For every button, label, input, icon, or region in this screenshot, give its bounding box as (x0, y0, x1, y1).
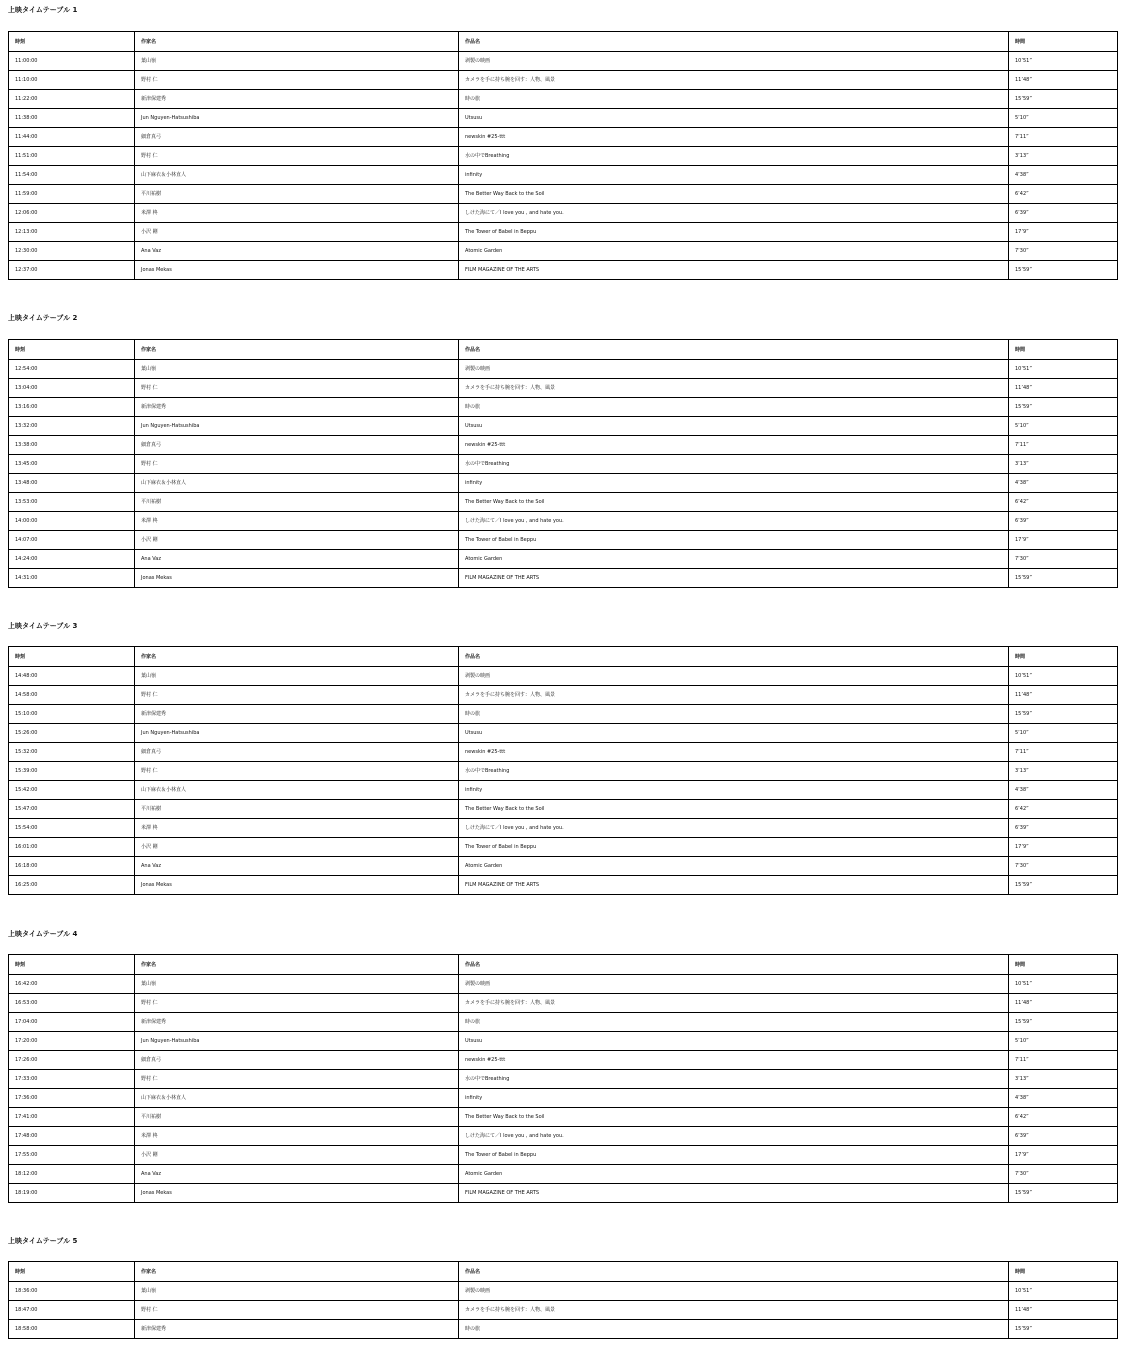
table-row (9, 1146, 1118, 1165)
cell-artist: 野村 仁 (135, 455, 459, 474)
cell-duration: 15’59” (1009, 1320, 1118, 1339)
cell-time: 12:13:00 (9, 223, 135, 242)
table-row (9, 550, 1118, 569)
column-header-time: 時刻 (9, 647, 135, 667)
timetable-table (8, 954, 1118, 1203)
cell-time: 11:59:00 (9, 185, 135, 204)
table-header-row (9, 1262, 1118, 1282)
cell-duration: 6’42” (1009, 185, 1118, 204)
cell-time: 15:10:00 (9, 705, 135, 724)
cell-time: 11:54:00 (9, 166, 135, 185)
column-header-title: 作品名 (459, 647, 1009, 667)
cell-time: 15:47:00 (9, 800, 135, 819)
table-row (9, 379, 1118, 398)
cell-artist: 細倉真弓 (135, 743, 459, 762)
cell-duration: 5’10” (1009, 1032, 1118, 1051)
table-row (9, 1184, 1118, 1203)
cell-title: 水の中でBreathing (459, 147, 1009, 166)
cell-duration: 17’9” (1009, 1146, 1118, 1165)
cell-duration: 15’59” (1009, 398, 1118, 417)
cell-title: しけた海にて／I love you , and hate you. (459, 1127, 1009, 1146)
cell-time: 14:00:00 (9, 512, 135, 531)
cell-title: 剥製の映画 (459, 52, 1009, 71)
column-header-time: 時刻 (9, 955, 135, 975)
column-header-duration: 時間 (1009, 340, 1118, 360)
cell-duration: 7’30” (1009, 1165, 1118, 1184)
cell-time: 11:22:00 (9, 90, 135, 109)
cell-artist: 平川祐樹 (135, 185, 459, 204)
table-row (9, 128, 1118, 147)
cell-artist: 葉山嶺 (135, 360, 459, 379)
table-row (9, 1051, 1118, 1070)
table-header-row (9, 955, 1118, 975)
cell-title: infinity (459, 1089, 1009, 1108)
cell-title: 水の中でBreathing (459, 1070, 1009, 1089)
cell-artist: 山下麻衣＆小林直人 (135, 781, 459, 800)
cell-artist: 新津保建秀 (135, 705, 459, 724)
cell-time: 13:38:00 (9, 436, 135, 455)
cell-artist: Jun Nguyen-Hatsushiba (135, 724, 459, 743)
cell-time: 14:07:00 (9, 531, 135, 550)
cell-title: 時の旅 (459, 1320, 1009, 1339)
cell-title: The Better Way Back to the Soil (459, 185, 1009, 204)
cell-artist: 小沢 剛 (135, 223, 459, 242)
cell-time: 17:20:00 (9, 1032, 135, 1051)
cell-time: 13:53:00 (9, 493, 135, 512)
table-row (9, 109, 1118, 128)
timetable-title: 上映タイムテーブル 5 (8, 1237, 78, 1245)
cell-time: 12:30:00 (9, 242, 135, 261)
cell-title: 時の旅 (459, 1013, 1009, 1032)
cell-artist: 米澤 柊 (135, 819, 459, 838)
table-row (9, 474, 1118, 493)
cell-duration: 6’42” (1009, 800, 1118, 819)
table-row (9, 90, 1118, 109)
cell-artist: 小沢 剛 (135, 1146, 459, 1165)
table-row (9, 261, 1118, 280)
cell-title: Utsusu (459, 1032, 1009, 1051)
cell-duration: 6’39” (1009, 204, 1118, 223)
cell-time: 11:38:00 (9, 109, 135, 128)
timetable-title: 上映タイムテーブル 4 (8, 930, 78, 938)
cell-duration: 7’30” (1009, 242, 1118, 261)
cell-artist: 新津保建秀 (135, 90, 459, 109)
cell-time: 18:47:00 (9, 1301, 135, 1320)
cell-duration: 10’51” (1009, 975, 1118, 994)
cell-duration: 4’38” (1009, 781, 1118, 800)
table-row (9, 1108, 1118, 1127)
cell-artist: 葉山嶺 (135, 52, 459, 71)
cell-title: FILM MAGAZINE OF THE ARTS (459, 569, 1009, 588)
cell-duration: 5’10” (1009, 724, 1118, 743)
cell-artist: Ana Vaz (135, 550, 459, 569)
cell-duration: 3’13” (1009, 1070, 1118, 1089)
column-header-artist: 作家名 (135, 1262, 459, 1282)
cell-title: The Tower of Babel in Beppu (459, 531, 1009, 550)
column-header-artist: 作家名 (135, 647, 459, 667)
table-row (9, 1089, 1118, 1108)
timetable-table (8, 31, 1118, 280)
cell-artist: 野村 仁 (135, 1301, 459, 1320)
table-header-row (9, 647, 1118, 667)
cell-time: 11:00:00 (9, 52, 135, 71)
cell-title: しけた海にて／I love you , and hate you. (459, 819, 1009, 838)
table-row (9, 360, 1118, 379)
cell-title: FILM MAGAZINE OF THE ARTS (459, 876, 1009, 895)
column-header-title: 作品名 (459, 32, 1009, 52)
column-header-duration: 時間 (1009, 955, 1118, 975)
cell-artist: Jun Nguyen-Hatsushiba (135, 1032, 459, 1051)
cell-artist: 葉山嶺 (135, 975, 459, 994)
cell-time: 12:54:00 (9, 360, 135, 379)
cell-time: 13:04:00 (9, 379, 135, 398)
cell-time: 17:41:00 (9, 1108, 135, 1127)
cell-artist: Jonas Mekas (135, 1184, 459, 1203)
table-row (9, 417, 1118, 436)
column-header-time: 時刻 (9, 1262, 135, 1282)
cell-duration: 10’51” (1009, 1282, 1118, 1301)
column-header-artist: 作家名 (135, 32, 459, 52)
cell-duration: 6’39” (1009, 512, 1118, 531)
cell-title: The Better Way Back to the Soil (459, 493, 1009, 512)
cell-title: newskin #25-ttt (459, 1051, 1009, 1070)
table-row (9, 800, 1118, 819)
cell-duration: 7’11” (1009, 743, 1118, 762)
cell-title: The Tower of Babel in Beppu (459, 223, 1009, 242)
table-row (9, 455, 1118, 474)
cell-time: 11:44:00 (9, 128, 135, 147)
table-row (9, 994, 1118, 1013)
timetable-table (8, 1261, 1118, 1339)
cell-artist: Ana Vaz (135, 1165, 459, 1184)
table-row (9, 185, 1118, 204)
cell-duration: 3’13” (1009, 455, 1118, 474)
table-row (9, 838, 1118, 857)
cell-time: 14:58:00 (9, 686, 135, 705)
cell-time: 18:36:00 (9, 1282, 135, 1301)
timetable-title: 上映タイムテーブル 2 (8, 314, 78, 322)
cell-time: 13:45:00 (9, 455, 135, 474)
cell-artist: 平川祐樹 (135, 1108, 459, 1127)
table-row (9, 1320, 1118, 1339)
cell-title: newskin #25-ttt (459, 128, 1009, 147)
cell-artist: 葉山嶺 (135, 667, 459, 686)
cell-artist: 野村 仁 (135, 379, 459, 398)
cell-title: Utsusu (459, 724, 1009, 743)
cell-time: 18:19:00 (9, 1184, 135, 1203)
cell-title: カメラを手に持ち腕を回す：人物、風景 (459, 994, 1009, 1013)
cell-time: 17:26:00 (9, 1051, 135, 1070)
table-row (9, 667, 1118, 686)
cell-title: 剥製の映画 (459, 1282, 1009, 1301)
cell-artist: 米澤 柊 (135, 1127, 459, 1146)
cell-duration: 11’48” (1009, 379, 1118, 398)
cell-duration: 17’9” (1009, 838, 1118, 857)
cell-artist: Ana Vaz (135, 857, 459, 876)
cell-duration: 6’39” (1009, 819, 1118, 838)
table-row (9, 743, 1118, 762)
cell-title: The Tower of Babel in Beppu (459, 838, 1009, 857)
column-header-artist: 作家名 (135, 340, 459, 360)
cell-duration: 5’10” (1009, 109, 1118, 128)
cell-title: Atomic Garden (459, 1165, 1009, 1184)
cell-duration: 11’48” (1009, 71, 1118, 90)
cell-artist: 新津保建秀 (135, 1320, 459, 1339)
cell-duration: 7’11” (1009, 128, 1118, 147)
cell-duration: 10’51” (1009, 52, 1118, 71)
cell-artist: 米澤 柊 (135, 512, 459, 531)
cell-artist: 野村 仁 (135, 762, 459, 781)
table-row (9, 857, 1118, 876)
cell-title: FILM MAGAZINE OF THE ARTS (459, 1184, 1009, 1203)
table-row (9, 705, 1118, 724)
column-header-title: 作品名 (459, 340, 1009, 360)
cell-artist: Jonas Mekas (135, 569, 459, 588)
cell-title: 時の旅 (459, 705, 1009, 724)
timetable-table (8, 339, 1118, 588)
cell-duration: 6’42” (1009, 493, 1118, 512)
timetable-title: 上映タイムテーブル 1 (8, 6, 78, 14)
cell-duration: 15’59” (1009, 569, 1118, 588)
cell-title: 剥製の映画 (459, 360, 1009, 379)
table-row (9, 975, 1118, 994)
cell-duration: 11’48” (1009, 994, 1118, 1013)
cell-time: 15:39:00 (9, 762, 135, 781)
cell-time: 16:53:00 (9, 994, 135, 1013)
column-header-artist: 作家名 (135, 955, 459, 975)
table-row (9, 1032, 1118, 1051)
cell-title: FILM MAGAZINE OF THE ARTS (459, 261, 1009, 280)
table-row (9, 71, 1118, 90)
table-row (9, 223, 1118, 242)
table-row (9, 147, 1118, 166)
column-header-duration: 時間 (1009, 647, 1118, 667)
cell-time: 18:12:00 (9, 1165, 135, 1184)
cell-artist: 平川祐樹 (135, 800, 459, 819)
cell-time: 16:42:00 (9, 975, 135, 994)
cell-time: 16:01:00 (9, 838, 135, 857)
cell-duration: 6’39” (1009, 1127, 1118, 1146)
cell-time: 18:58:00 (9, 1320, 135, 1339)
cell-title: infinity (459, 166, 1009, 185)
cell-artist: 野村 仁 (135, 994, 459, 1013)
cell-artist: 新津保建秀 (135, 1013, 459, 1032)
cell-time: 11:51:00 (9, 147, 135, 166)
cell-artist: Jun Nguyen-Hatsushiba (135, 417, 459, 436)
cell-artist: 野村 仁 (135, 71, 459, 90)
column-header-title: 作品名 (459, 955, 1009, 975)
cell-title: しけた海にて／I love you , and hate you. (459, 204, 1009, 223)
cell-duration: 11’48” (1009, 1301, 1118, 1320)
cell-artist: 新津保建秀 (135, 398, 459, 417)
cell-time: 14:24:00 (9, 550, 135, 569)
cell-artist: 葉山嶺 (135, 1282, 459, 1301)
cell-time: 12:37:00 (9, 261, 135, 280)
cell-artist: 小沢 剛 (135, 838, 459, 857)
table-row (9, 242, 1118, 261)
cell-artist: 米澤 柊 (135, 204, 459, 223)
table-row (9, 569, 1118, 588)
cell-duration: 17’9” (1009, 531, 1118, 550)
cell-title: 水の中でBreathing (459, 455, 1009, 474)
table-row (9, 724, 1118, 743)
table-header-row (9, 32, 1118, 52)
timetable-table (8, 646, 1118, 895)
cell-artist: 野村 仁 (135, 1070, 459, 1089)
cell-artist: 山下麻衣＆小林直人 (135, 1089, 459, 1108)
cell-time: 14:48:00 (9, 667, 135, 686)
table-header-row (9, 340, 1118, 360)
cell-title: newskin #25-ttt (459, 743, 1009, 762)
cell-time: 13:16:00 (9, 398, 135, 417)
timetable-title: 上映タイムテーブル 3 (8, 622, 78, 630)
cell-title: The Better Way Back to the Soil (459, 800, 1009, 819)
cell-time: 15:32:00 (9, 743, 135, 762)
cell-title: カメラを手に持ち腕を回す：人物、風景 (459, 379, 1009, 398)
cell-time: 13:32:00 (9, 417, 135, 436)
cell-title: Utsusu (459, 109, 1009, 128)
cell-artist: 細倉真弓 (135, 436, 459, 455)
table-row (9, 1127, 1118, 1146)
column-header-title: 作品名 (459, 1262, 1009, 1282)
table-row (9, 52, 1118, 71)
cell-title: 剥製の映画 (459, 975, 1009, 994)
cell-artist: 平川祐樹 (135, 493, 459, 512)
cell-time: 15:26:00 (9, 724, 135, 743)
table-row (9, 398, 1118, 417)
cell-artist: 野村 仁 (135, 686, 459, 705)
cell-duration: 10’51” (1009, 667, 1118, 686)
cell-title: カメラを手に持ち腕を回す：人物、風景 (459, 1301, 1009, 1320)
cell-title: 時の旅 (459, 90, 1009, 109)
cell-duration: 3’13” (1009, 147, 1118, 166)
cell-duration: 11’48” (1009, 686, 1118, 705)
cell-time: 15:54:00 (9, 819, 135, 838)
cell-title: 剥製の映画 (459, 667, 1009, 686)
cell-title: カメラを手に持ち腕を回す：人物、風景 (459, 686, 1009, 705)
table-row (9, 819, 1118, 838)
cell-title: カメラを手に持ち腕を回す：人物、風景 (459, 71, 1009, 90)
cell-time: 15:42:00 (9, 781, 135, 800)
cell-artist: 細倉真弓 (135, 1051, 459, 1070)
cell-duration: 6’42” (1009, 1108, 1118, 1127)
cell-title: infinity (459, 474, 1009, 493)
cell-artist: 小沢 剛 (135, 531, 459, 550)
cell-time: 13:48:00 (9, 474, 135, 493)
cell-title: しけた海にて／I love you , and hate you. (459, 512, 1009, 531)
cell-artist: 野村 仁 (135, 147, 459, 166)
column-header-duration: 時間 (1009, 32, 1118, 52)
cell-duration: 15’59” (1009, 876, 1118, 895)
table-row (9, 1070, 1118, 1089)
cell-title: Atomic Garden (459, 857, 1009, 876)
table-row (9, 762, 1118, 781)
cell-artist: 山下麻衣＆小林直人 (135, 474, 459, 493)
cell-time: 16:18:00 (9, 857, 135, 876)
cell-duration: 15’59” (1009, 261, 1118, 280)
cell-duration: 4’38” (1009, 166, 1118, 185)
cell-duration: 5’10” (1009, 417, 1118, 436)
cell-time: 17:04:00 (9, 1013, 135, 1032)
cell-artist: Jonas Mekas (135, 876, 459, 895)
column-header-duration: 時間 (1009, 1262, 1118, 1282)
cell-title: Utsusu (459, 417, 1009, 436)
cell-title: 時の旅 (459, 398, 1009, 417)
table-row (9, 166, 1118, 185)
cell-time: 12:06:00 (9, 204, 135, 223)
cell-title: newskin #25-ttt (459, 436, 1009, 455)
cell-duration: 10’51” (1009, 360, 1118, 379)
cell-artist: Jun Nguyen-Hatsushiba (135, 109, 459, 128)
cell-time: 17:48:00 (9, 1127, 135, 1146)
table-row (9, 1301, 1118, 1320)
table-row (9, 1013, 1118, 1032)
cell-artist: Ana Vaz (135, 242, 459, 261)
cell-title: Atomic Garden (459, 242, 1009, 261)
column-header-time: 時刻 (9, 340, 135, 360)
cell-duration: 7’11” (1009, 1051, 1118, 1070)
cell-artist: 細倉真弓 (135, 128, 459, 147)
cell-duration: 15’59” (1009, 705, 1118, 724)
table-row (9, 1165, 1118, 1184)
table-row (9, 512, 1118, 531)
cell-title: The Tower of Babel in Beppu (459, 1146, 1009, 1165)
table-row (9, 876, 1118, 895)
cell-time: 16:25:00 (9, 876, 135, 895)
table-row (9, 204, 1118, 223)
cell-time: 17:33:00 (9, 1070, 135, 1089)
cell-duration: 4’38” (1009, 474, 1118, 493)
table-row (9, 531, 1118, 550)
cell-duration: 15’59” (1009, 1013, 1118, 1032)
cell-duration: 3’13” (1009, 762, 1118, 781)
table-row (9, 686, 1118, 705)
cell-title: Atomic Garden (459, 550, 1009, 569)
cell-time: 17:36:00 (9, 1089, 135, 1108)
cell-artist: Jonas Mekas (135, 261, 459, 280)
cell-duration: 7’30” (1009, 550, 1118, 569)
cell-title: 水の中でBreathing (459, 762, 1009, 781)
cell-time: 14:31:00 (9, 569, 135, 588)
cell-duration: 15’59” (1009, 1184, 1118, 1203)
cell-duration: 4’38” (1009, 1089, 1118, 1108)
cell-duration: 7’30” (1009, 857, 1118, 876)
cell-duration: 17’9” (1009, 223, 1118, 242)
cell-title: infinity (459, 781, 1009, 800)
cell-title: The Better Way Back to the Soil (459, 1108, 1009, 1127)
cell-artist: 山下麻衣＆小林直人 (135, 166, 459, 185)
cell-duration: 15’59” (1009, 90, 1118, 109)
table-row (9, 493, 1118, 512)
cell-time: 17:55:00 (9, 1146, 135, 1165)
table-row (9, 781, 1118, 800)
column-header-time: 時刻 (9, 32, 135, 52)
table-row (9, 1282, 1118, 1301)
table-row (9, 436, 1118, 455)
cell-duration: 7’11” (1009, 436, 1118, 455)
cell-time: 11:10:00 (9, 71, 135, 90)
